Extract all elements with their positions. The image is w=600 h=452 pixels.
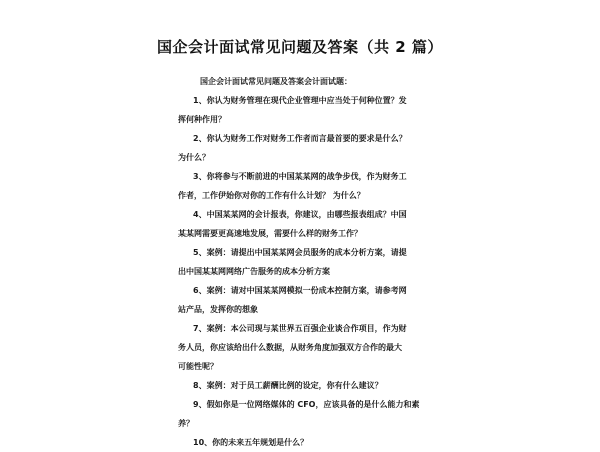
question-10-line-1: 10、你的未来五年规划是什么？ xyxy=(193,438,309,447)
question-5-line-1: 5、案例：请提出中国某某网会员服务的成本分析方案，请提 xyxy=(193,248,407,257)
question-6-line-2: 站产品，发挥你的想象 xyxy=(178,305,258,314)
question-7-line-3: 可能性呢？ xyxy=(178,362,218,371)
question-8-line-1: 8、案例：对于员工薪酬比例的设定，你有什么建议？ xyxy=(193,381,383,390)
question-3-line-1: 3、你将参与不断前进的中国某某网的战争步伐，作为财务工 xyxy=(193,172,407,181)
question-7-line-1: 7、案例：本公司现与某世界五百强企业谈合作项目，作为财 xyxy=(193,324,407,333)
question-2-line-2: 为什么？ xyxy=(178,153,210,162)
question-4-line-1: 4、中国某某网的会计报表，你建议，由哪些报表组成？中国 xyxy=(193,210,407,219)
question-1-line-2: 挥何种作用？ xyxy=(178,115,226,124)
intro-line: 国企会计面试常见问题及答案会计面试题： xyxy=(200,77,352,86)
question-5-line-2: 出中国某某网网络广告服务的成本分析方案 xyxy=(178,267,330,276)
question-1-line-1: 1、你认为财务管理在现代企业管理中应当处于何种位置？发 xyxy=(193,96,407,105)
question-9-line-2: 养？ xyxy=(178,419,194,428)
question-7-line-2: 务人员，你应该给出什么数据，从财务角度加强双方合作的最大 xyxy=(178,343,402,352)
question-4-line-2: 某某网需要更高速地发展，需要什么样的财务工作？ xyxy=(178,229,362,238)
question-3-line-2: 作者，工作伊始你对你的工作有什么计划？ 为什么？ xyxy=(178,191,365,200)
question-2-line-1: 2、你认为财务工作对财务工作者而言最首要的要求是什么？ xyxy=(193,134,407,143)
question-9-line-1: 9、假如你是一位网络媒体的 CFO，应该具备的是什么能力和素 xyxy=(193,400,420,409)
question-6-line-1: 6、案例：请对中国某某网模拟一份成本控制方案，请参考网 xyxy=(193,286,407,295)
document-body xyxy=(178,72,428,452)
document-title: 国企会计面试常见问题及答案（共 2 篇） xyxy=(157,38,443,56)
